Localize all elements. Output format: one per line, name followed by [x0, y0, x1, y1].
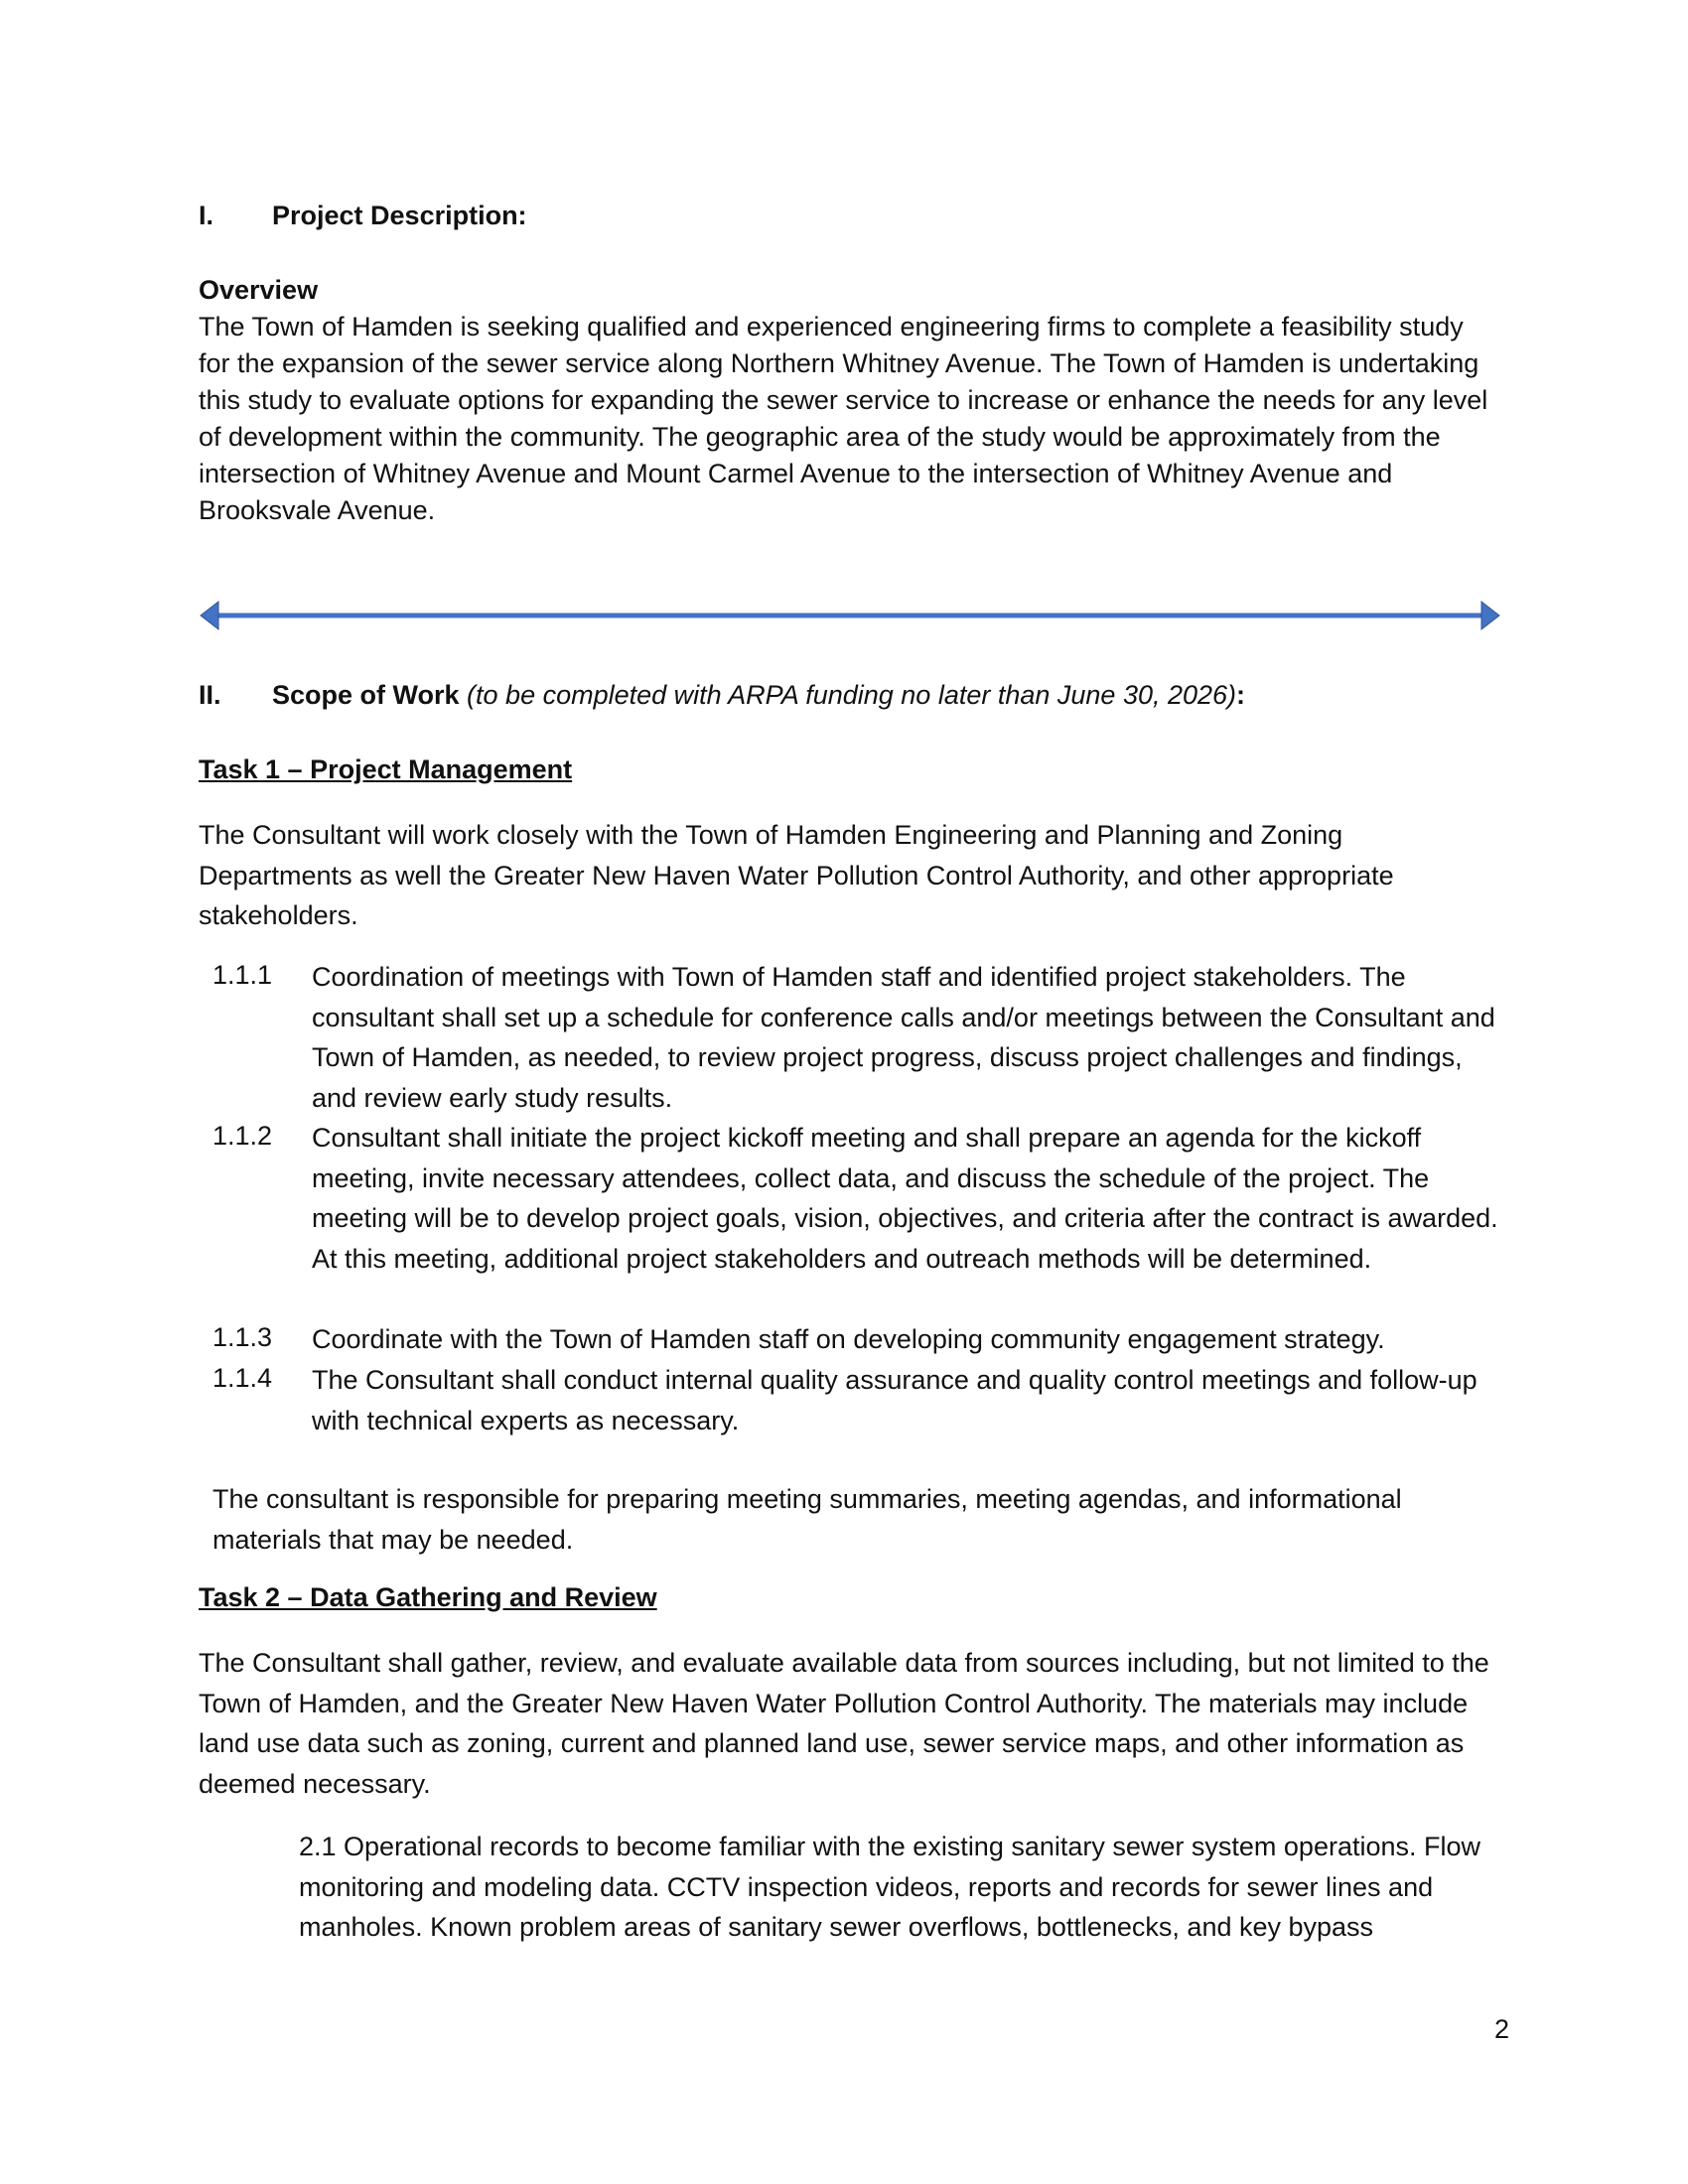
double-arrow-divider: [199, 596, 1501, 635]
section-2-title: Scope of Work: [272, 680, 460, 710]
section-2-colon: :: [1236, 680, 1246, 710]
overview-heading: Overview: [199, 275, 319, 305]
task-1-item-number: 1.1.3: [212, 1322, 273, 1352]
task-1-intro: The Consultant will work closely with the Town of Hamden Engineering and Planning and Zoning Departments as well the Greater New Haven Water Pollution Control Authority, and other appropriate stakeholders.: [199, 820, 1394, 930]
section-1-title: Project Description:: [272, 201, 527, 230]
task-1-item-text: Coordinate with the Town of Hamden staff on developing community engagement strategy.: [312, 1324, 1385, 1354]
task-1-item-number: 1.1.2: [212, 1121, 273, 1151]
section-1-numeral: I.: [199, 201, 214, 230]
task-2-intro: The Consultant shall gather, review, and evaluate available data from sources including, but not limited to the Town of Hamden, and the Greater New Haven Water Pollution Control Authority. The materials may include land use data such as zoning, current and planned land use, sewer service maps, and other information as deemed necessary.: [199, 1648, 1489, 1799]
task-1-item-text: Coordination of meetings with Town of Hamden staff and identified project stakeholders. The consultant shall set up a schedule for conference calls and/or meetings between the Consultant and Town of Hamden, as needed, to review project progress, discuss project challenges and findings, and review early study results.: [312, 962, 1495, 1113]
task-2-heading: Task 2 – Data Gathering and Review: [199, 1582, 657, 1612]
task-1-item-number: 1.1.4: [212, 1363, 273, 1393]
section-2-subtitle: (to be completed with ARPA funding no later than June 30, 2026): [467, 680, 1237, 710]
task-2-item-2-1: 2.1 Operational records to become familiar with the existing sanitary sewer system operations. Flow monitoring and modeling data. CCTV inspection videos, reports and records for sewer lines and manholes. Known problem areas of sanitary sewer overflows, bottlenecks, and key bypass: [299, 1832, 1481, 1942]
section-1-heading: [199, 198, 527, 234]
task-1-closing: The consultant is responsible for preparing meeting summaries, meeting agendas, and informational materials that may be needed.: [212, 1484, 1402, 1555]
overview-paragraph: The Town of Hamden is seeking qualified and experienced engineering firms to complete a feasibility study for the expansion of the sewer service along Northern Whitney Avenue. The Town of Hamden is undertaking this study to evaluate options for expanding the sewer service to increase or enhance the needs for any level of development within the community. The geographic area of the study would be approximately from the intersection of Whitney Avenue and Mount Carmel Avenue to the intersection of Whitney Avenue and Brooksvale Avenue.: [199, 312, 1488, 525]
task-1-item-number: 1.1.1: [212, 960, 273, 990]
task-1-item-text: The Consultant shall conduct internal quality assurance and quality control meetings and follow-up with technical experts as necessary.: [312, 1365, 1477, 1435]
divider-left-arrowhead: [201, 602, 218, 629]
section-2-heading: [199, 677, 1245, 714]
task-1-heading: Task 1 – Project Management: [199, 754, 573, 784]
task-1-item-text: Consultant shall initiate the project kickoff meeting and shall prepare an agenda for the kickoff meeting, invite necessary attendees, collect data, and discuss the schedule of the project. The meeting will be to develop project goals, vision, objectives, and criteria after the contract is awarded. At this meeting, additional project stakeholders and outreach methods will be determined.: [312, 1123, 1498, 1274]
section-2-numeral: II.: [199, 680, 221, 710]
page-number: 2: [1493, 2014, 1509, 2044]
divider-right-arrowhead: [1481, 602, 1499, 629]
